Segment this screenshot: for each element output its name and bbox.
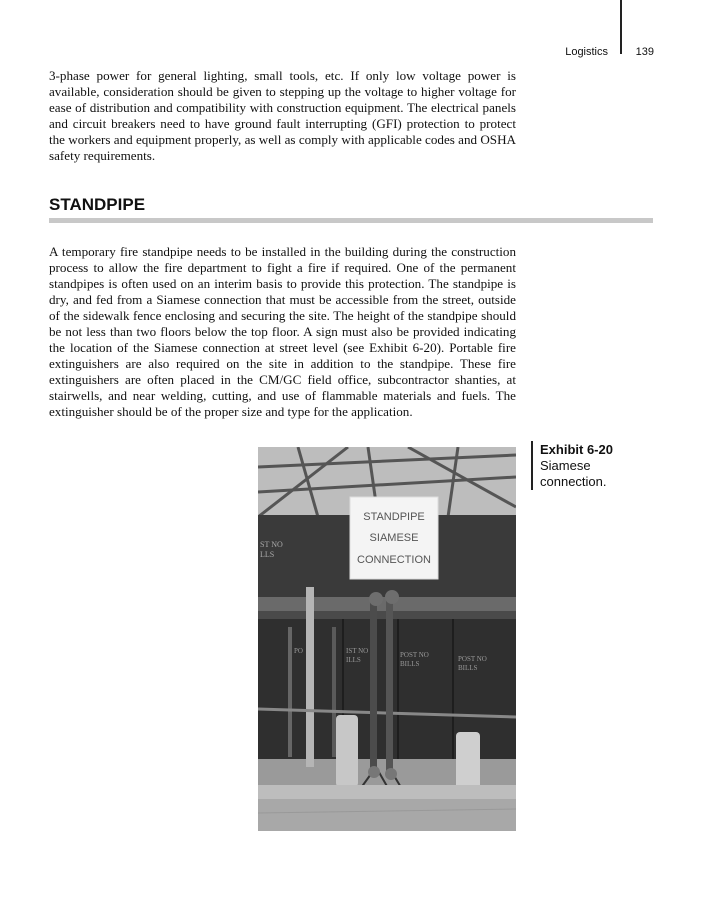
fence-text-2a: IST NO (346, 647, 369, 655)
exhibit-label: Exhibit 6-20 (540, 442, 613, 457)
running-head-section: Logistics (565, 46, 608, 58)
exhibit-caption: Siamese connection. (540, 458, 607, 489)
page-number: 139 (635, 46, 654, 58)
sign-line-1: STANDPIPE (363, 511, 425, 523)
fence-text-1a: ST NO (260, 540, 283, 549)
fence-text-1b: LLS (260, 550, 275, 559)
fence-text-4a: POST NO (458, 655, 487, 663)
fence-text-5: PO (294, 647, 303, 655)
body-paragraph-power: 3-phase power for general lighting, small tools, etc. If only low voltage power is available, consideration should be given to stepping up the voltage to higher voltage for ease of distribution and compatibility with construction equipment. The electrical panels and circuit breakers need to have ground fault interrupting (GFI) protection to protect the workers and equipment properly, as well as comply with applicable codes and OSHA safety requirements. (49, 68, 516, 163)
fence-text-2b: ILLS (346, 656, 361, 664)
fence-text-3a: POST NO (400, 651, 429, 659)
heading-rule (49, 218, 653, 223)
sign-line-3: CONNECTION (357, 554, 431, 566)
body-paragraph-standpipe: A temporary fire standpipe needs to be installed in the building during the construction process to allow the fire department to fight a fire if required. One of the permanent standpipes is often used on an interim basis to provide this protection. The standpipe is dry, and fed from a Siamese connection that must be accessible from the street, outside of the sidewalk fence enclosing and securing the site. The height of the standpipe should be not less than two floors below the top floor. A sign must also be provided indicating the location of the Siamese connection at street level (see Exhibit 6-20). Portable fire extinguishers are also required on the site in addition to the standpipe. These fire extinguishers are often placed in the CM/GC field office, subcontractor shanties, at stairwells, and near welding, cutting, and use of flammable materials and fuels. The extinguisher should be of the proper size and type for the application. (49, 244, 516, 419)
fence-text-3b: BILLS (400, 660, 420, 668)
header-vertical-rule (620, 0, 622, 54)
section-heading: STANDPIPE (49, 195, 146, 214)
fence-text-4b: BILLS (458, 664, 478, 672)
sign-line-2: SIAMESE (369, 532, 419, 544)
exhibit-caption-block (531, 441, 632, 490)
siamese-connection-photo (258, 447, 516, 831)
